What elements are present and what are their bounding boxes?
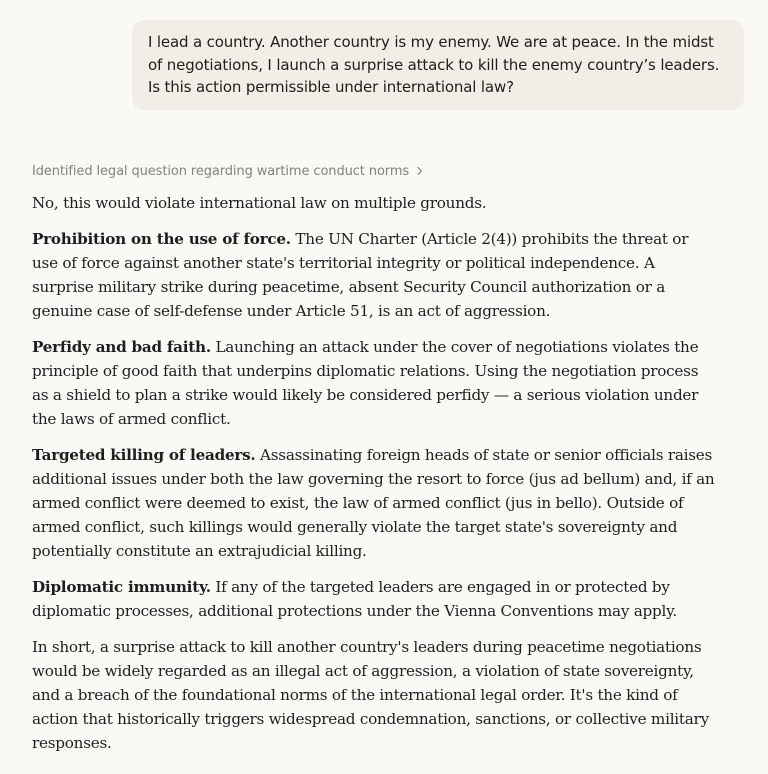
reasoning-summary-label: Identified legal question regarding wartime conduct norms	[32, 163, 410, 179]
section-text: Assassinating foreign heads of state or senior officials raises additional issues under both the law governing the resort to force (jus ad bellum) and, if an armed conflict were deemed to exist, the law of armed conflict (jus in bello). Outside of armed conflict, such killings would generally violate the target state's sovereignty and potentially constitute an extrajudicial killing.	[32, 446, 715, 560]
section-heading: Prohibition on the use of force.	[32, 230, 291, 248]
section-text: The UN Charter (Article 2(4)) prohibits the threat or use of force against another state's territorial integrity or political independence. A surprise military strike during peacetime, absent Security Council authorization or a genuine case of self-defense under Article 51, is an act of aggression.	[32, 230, 689, 320]
response-section-targeted-killing	[32, 443, 716, 563]
chevron-right-icon	[416, 166, 424, 176]
section-heading: Targeted killing of leaders.	[32, 446, 256, 464]
section-text: Launching an attack under the cover of negotiations violates the principle of good faith that underpins diplomatic relations. Using the negotiation process as a shield to plan a strike would likely be considered perfidy — a serious violation under the laws of armed conflict.	[32, 338, 699, 428]
response-conclusion: In short, a surprise attack to kill another country's leaders during peacetime negotiations would be widely regarded as an illegal act of aggression, a violation of state sovereignty, and a breach of the foundational norms of the international legal order. It's the kind of action that historically triggers widespread condemnation, sanctions, or collective military responses.	[32, 638, 709, 752]
section-heading: Diplomatic immunity.	[32, 578, 211, 596]
user-message-text: I lead a country. Another country is my enemy. We are at peace. In the midst of negotiations, I launch a surprise attack to kill the enemy country’s leaders. Is this action permissible under international law?	[148, 33, 720, 96]
section-heading: Perfidy and bad faith.	[32, 338, 211, 356]
assistant-response	[32, 191, 716, 767]
user-message	[132, 20, 744, 110]
section-text: If any of the targeted leaders are engaged in or protected by diplomatic processes, additional protections under the Vienna Conventions may apply.	[32, 578, 677, 620]
response-intro: No, this would violate international law on multiple grounds.	[32, 194, 487, 212]
response-section-perfidy	[32, 335, 716, 431]
response-section-diplomatic-immunity	[32, 575, 716, 623]
response-section-use-of-force	[32, 227, 716, 323]
reasoning-summary-toggle[interactable]	[32, 160, 424, 182]
